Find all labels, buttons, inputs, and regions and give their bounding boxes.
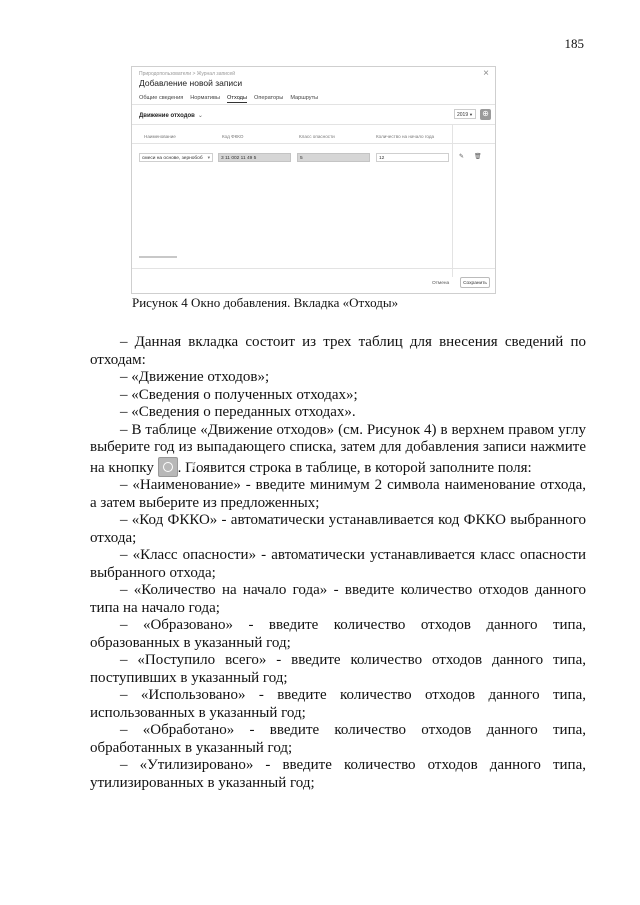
paragraph: – «Использовано» - введите количество отходов данного типа, использованных в указанный год; bbox=[90, 687, 586, 721]
divider bbox=[132, 268, 495, 269]
plus-circle-icon: ⊕ bbox=[482, 109, 489, 118]
hazard-class-field: 5 bbox=[297, 153, 370, 162]
tab-operators[interactable]: Операторы bbox=[253, 95, 284, 101]
divider bbox=[132, 104, 495, 105]
paragraph: – «Класс опасности» - автоматически устанавливается класс опасности выбранного отхода; bbox=[90, 547, 586, 581]
section-selector[interactable] bbox=[139, 112, 203, 119]
tab-general[interactable]: Общие сведения bbox=[139, 95, 184, 101]
add-row-button[interactable] bbox=[480, 109, 491, 120]
figure-screenshot bbox=[131, 66, 496, 294]
paragraph bbox=[90, 422, 586, 478]
divider bbox=[132, 143, 495, 144]
paragraph: – «Сведения о переданных отходах». bbox=[120, 404, 356, 420]
name-value: смеси на основе, зернобоб bbox=[142, 156, 203, 161]
dropdown-arrow-icon: ▾ bbox=[207, 156, 210, 161]
paragraph: – «Наименование» - введите минимум 2 символа наименование отхода, а затем выберите из предложенных; bbox=[90, 477, 586, 511]
body-text bbox=[90, 334, 586, 792]
paragraph: – «Движение отходов»; bbox=[120, 369, 270, 385]
paragraph: – «Обработано» - введите количество отходов данного типа, обработанных в указанный год; bbox=[90, 722, 586, 756]
section-title: Движение отходов bbox=[139, 113, 195, 119]
paragraph: – «Образовано» - введите количество отходов данного типа, образованных в указанный год; bbox=[90, 617, 586, 651]
divider bbox=[132, 124, 495, 125]
page-number: 185 bbox=[564, 36, 584, 51]
column-header-hazard: Класс опасности bbox=[299, 134, 335, 139]
dropdown-arrow-icon: ▼ bbox=[469, 112, 473, 117]
column-header-start-amount: Количество на начало года bbox=[376, 134, 435, 139]
year-value: 2019 bbox=[457, 112, 469, 118]
divider bbox=[452, 125, 453, 277]
pencil-icon[interactable]: ✎ bbox=[459, 154, 465, 160]
paragraph: – «Поступило всего» - введите количество отходов данного типа, поступивших в указанный год; bbox=[90, 652, 586, 686]
tab-routes[interactable]: Маршруты bbox=[290, 95, 319, 101]
paragraph: – «Количество на начало года» - введите количество отходов данного типа на начало года; bbox=[90, 582, 586, 616]
breadcrumb: Природопользователи > Журнал записей bbox=[139, 71, 236, 77]
name-field[interactable] bbox=[139, 153, 213, 162]
cancel-button[interactable]: Отмена bbox=[432, 281, 450, 286]
chevron-down-icon: ⌄ bbox=[197, 113, 203, 119]
paragraph: – «Утилизировано» - введите количество отходов данного типа, утилизированных в указанный год; bbox=[90, 757, 586, 791]
horizontal-scrollbar[interactable] bbox=[139, 256, 177, 258]
column-header-fkko: Код ФККО bbox=[222, 134, 244, 139]
column-header-name: Наименование bbox=[144, 134, 176, 139]
save-button[interactable]: Сохранить bbox=[460, 277, 490, 288]
tab-bar bbox=[139, 95, 318, 103]
paragraph: – «Код ФККО» - автоматически устанавливается код ФККО выбранного отхода; bbox=[90, 512, 586, 546]
year-select[interactable] bbox=[454, 109, 476, 119]
fkko-field: 3 11 002 11 49 5 bbox=[218, 153, 291, 162]
trash-icon[interactable]: 🗑 bbox=[474, 154, 482, 160]
dialog-title: Добавление новой записи bbox=[139, 78, 243, 88]
add-button-image bbox=[158, 457, 178, 477]
paragraph: – «Сведения о полученных отходах»; bbox=[120, 386, 358, 403]
start-amount-field[interactable]: 12 bbox=[376, 153, 449, 162]
paragraph-text: – В таблице «Движение отходов» (см. Рисунок 4) в верхнем правом углу выберите год из выпадающего списка, затем для добавления записи нажмите на кнопку bbox=[90, 421, 586, 476]
figure-caption: Рисунок 4 Окно добавления. Вкладка «Отходы» bbox=[132, 295, 399, 310]
paragraph: – Данная вкладка состоит из трех таблиц для внесения сведений по отходам: bbox=[90, 334, 586, 368]
paragraph-text-tail: . Появится строка в таблице, в которой заполните поля: bbox=[177, 459, 532, 476]
tab-norms[interactable]: Нормативы bbox=[190, 95, 221, 101]
tab-waste[interactable]: Отходы bbox=[227, 95, 247, 101]
close-icon[interactable]: × bbox=[483, 68, 489, 79]
